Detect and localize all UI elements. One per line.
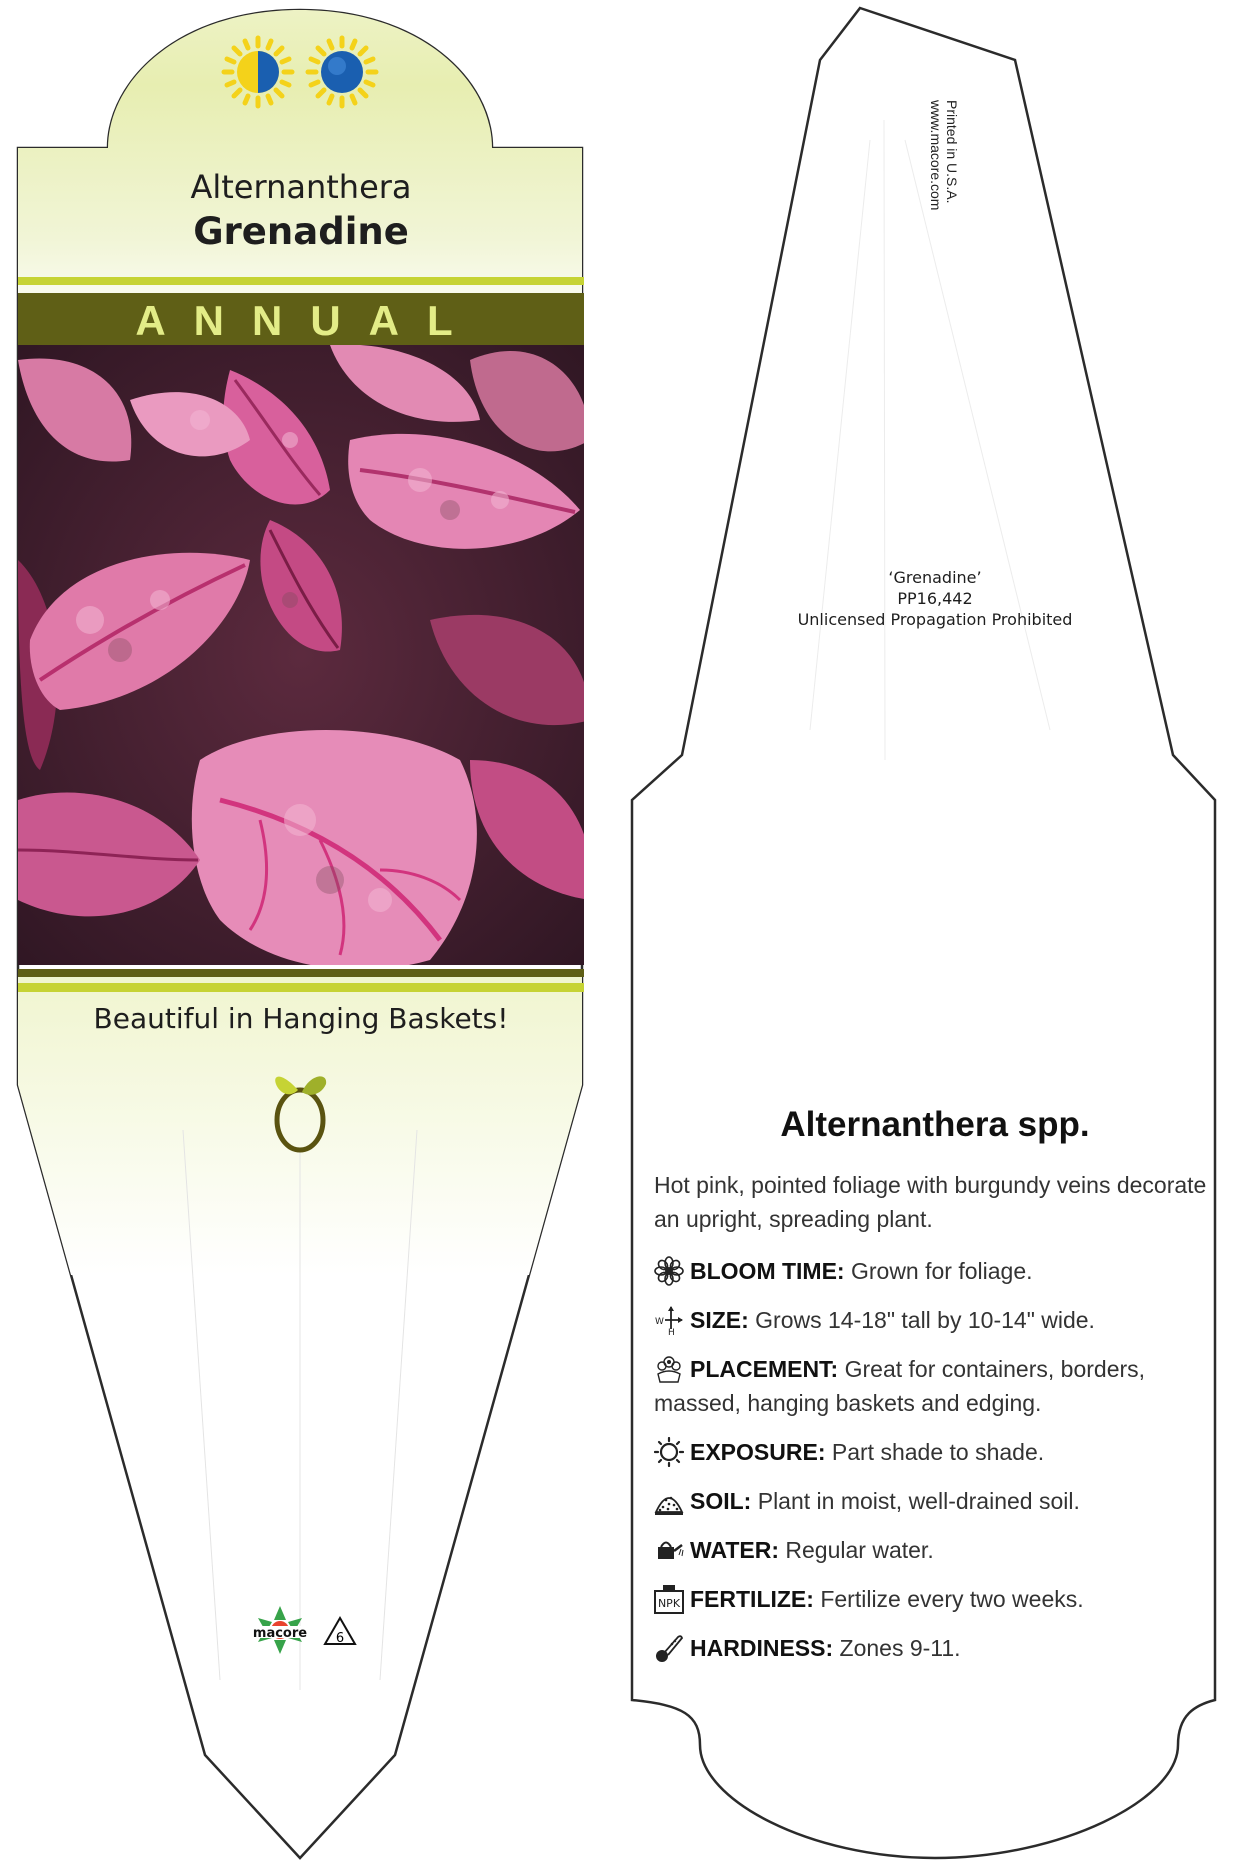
size-arrows-icon bbox=[654, 1305, 684, 1335]
watering-can-icon bbox=[654, 1535, 684, 1565]
attr-label: SIZE: bbox=[690, 1307, 749, 1333]
attr-exposure bbox=[654, 1435, 1224, 1469]
recycle-code: 6 bbox=[335, 1631, 345, 1646]
plant-description: Hot pink, pointed foliage with burgundy veins decorate an upright, spreading plant. bbox=[654, 1172, 1207, 1232]
attr-value: Zones 9-11. bbox=[839, 1635, 961, 1661]
attr-value: Grown for foliage. bbox=[850, 1258, 1033, 1284]
attr-placement bbox=[654, 1352, 1224, 1420]
full-shade-icon bbox=[308, 38, 376, 106]
cultivar-title: Grenadine bbox=[193, 210, 409, 253]
placement-icon bbox=[654, 1354, 684, 1384]
attr-label: WATER: bbox=[690, 1537, 780, 1563]
attr-value: Regular water. bbox=[785, 1537, 934, 1563]
species-title: Alternanthera spp. bbox=[780, 1105, 1090, 1144]
attr-soil bbox=[654, 1484, 1224, 1518]
patent-number: PP16,442 bbox=[897, 589, 973, 608]
printed-info bbox=[810, 100, 960, 300]
npk-icon bbox=[654, 1584, 684, 1614]
attr-water bbox=[654, 1533, 1224, 1567]
attr-label: BLOOM TIME: bbox=[690, 1258, 845, 1284]
attr-value: Fertilize every two weeks. bbox=[820, 1586, 1084, 1612]
patent-info bbox=[720, 567, 1150, 630]
size-icon-w: W bbox=[655, 1317, 664, 1327]
attr-label: EXPOSURE: bbox=[690, 1439, 826, 1465]
care-attributes bbox=[654, 1254, 1224, 1680]
sun-outline-icon bbox=[654, 1437, 684, 1467]
attr-value: Part shade to shade. bbox=[831, 1439, 1045, 1465]
printed-line-1: Printed in U.S.A. bbox=[944, 100, 960, 204]
attr-bloom-time bbox=[654, 1254, 1224, 1288]
part-sun-icon bbox=[224, 38, 292, 106]
flower-icon bbox=[654, 1256, 684, 1286]
genus-title: Alternanthera bbox=[190, 168, 412, 206]
attr-fertilize bbox=[654, 1582, 1224, 1616]
patent-name: ‘Grenadine’ bbox=[888, 568, 982, 587]
tagline: Beautiful in Hanging Baskets! bbox=[93, 1002, 509, 1035]
size-icon-h: H bbox=[668, 1328, 675, 1335]
attr-size bbox=[654, 1303, 1224, 1337]
attr-value: Grows 14-18" tall by 10-14" wide. bbox=[755, 1307, 1095, 1333]
printed-line-2: www.macore.com bbox=[928, 100, 944, 211]
category-band: ANNUAL bbox=[135, 297, 481, 344]
attr-label: FERTILIZE: bbox=[690, 1586, 814, 1612]
patent-notice: Unlicensed Propagation Prohibited bbox=[797, 610, 1073, 629]
plant-photo bbox=[18, 344, 592, 969]
attr-hardiness bbox=[654, 1631, 1224, 1665]
macore-logo-text: macore bbox=[252, 1626, 308, 1641]
attr-value: Plant in moist, well-drained soil. bbox=[757, 1488, 1080, 1514]
attr-label: PLACEMENT: bbox=[690, 1356, 839, 1382]
attr-label: HARDINESS: bbox=[690, 1635, 834, 1661]
npk-text: NPK bbox=[657, 1597, 681, 1610]
soil-icon bbox=[654, 1486, 684, 1516]
attr-value: Great for containers, borders, massed, hanging baskets and edging. bbox=[654, 1356, 1146, 1416]
thermometer-icon bbox=[654, 1633, 684, 1663]
attr-label: SOIL: bbox=[690, 1488, 752, 1514]
